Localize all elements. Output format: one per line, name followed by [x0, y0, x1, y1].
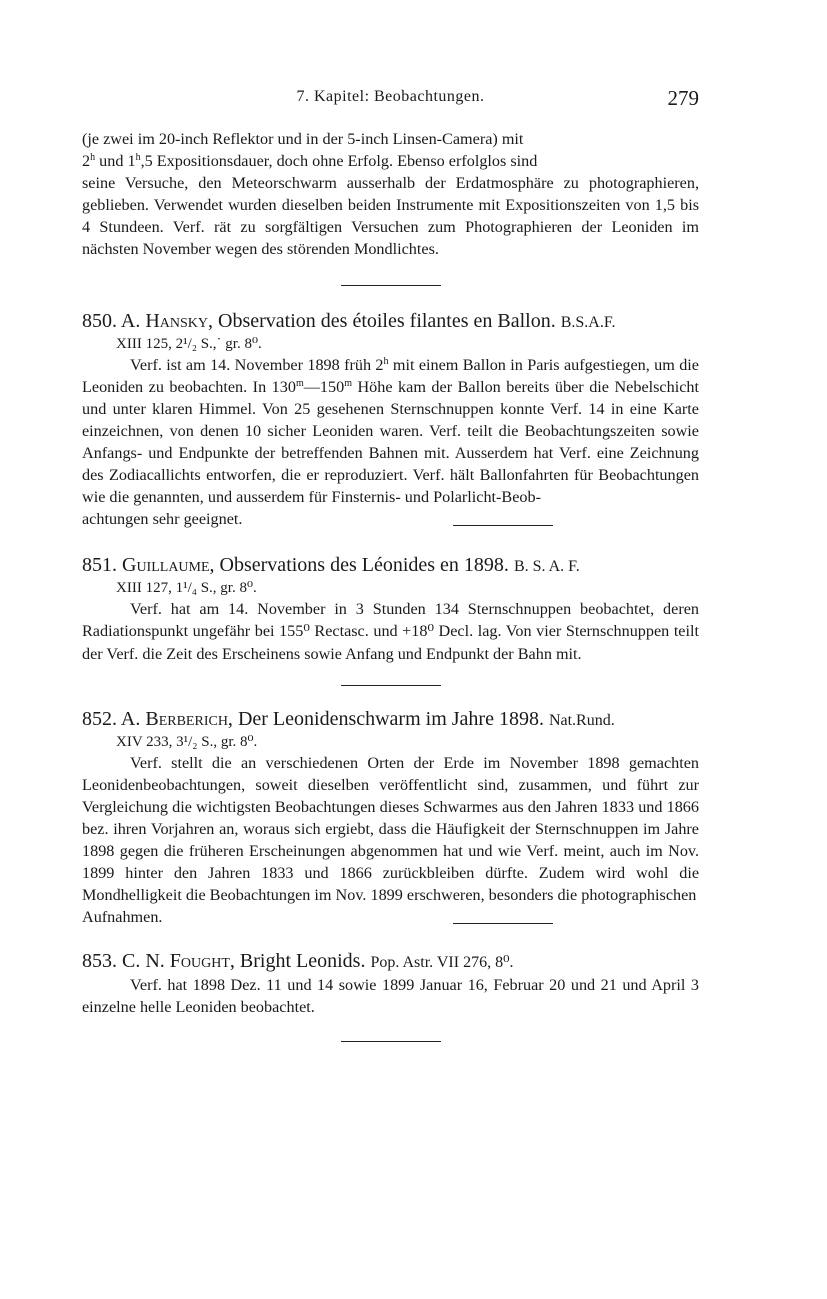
- superscript: m: [295, 377, 304, 389]
- separator-rule: [453, 525, 553, 526]
- entry-852: [82, 708, 699, 933]
- author-prefix: A.: [120, 309, 146, 332]
- continued-paragraph: [82, 128, 699, 261]
- source-abbrev: B.S.A.F.: [560, 313, 616, 331]
- entry-number: 851.: [82, 554, 117, 577]
- intro-text: ,5 Expositionsdauer, doch ohne Erfolg. Ebenso erfolglos sind: [140, 152, 538, 171]
- entry-text: Verf. hat am 14. November in 3 Stunden 134 Sternschnuppen beobachtet, deren Radiationspunkt ungefähr bei 155⁰ Rectasc. und +18⁰ Decl. lag. Von vier Sternschnuppen teilt der Verf. die Zeit des Erscheinens sowie Anfang und Endpunkt der Bahn mit.: [82, 600, 699, 663]
- author-prefix: C. N.: [122, 950, 170, 973]
- entry-number: 852.: [82, 707, 117, 730]
- entry-title: Observations des Léonides en 1898.: [214, 554, 509, 577]
- source-abbrev: B. S. A. F.: [513, 558, 580, 576]
- intro-text: 2: [82, 152, 91, 171]
- text-part: mit einem Ballon in Paris aufgestiegen, um die Leoniden zu beobachten. In 130: [82, 355, 699, 396]
- bibliographic-reference: XIV 233, 3¹/₂ S., gr. 8⁰.: [116, 733, 258, 750]
- superscript: h: [383, 355, 389, 367]
- source-abbrev: Nat.Rund.: [548, 711, 615, 729]
- page-number: 279: [667, 86, 699, 110]
- entry-last-line: achtungen sehr geeignet.: [82, 510, 243, 529]
- superscript: h: [90, 152, 96, 164]
- author-prefix: A.: [120, 707, 146, 730]
- text-part: Höhe kam der Ballon bereits über die Nebelschicht und unter klaren Himmel. Von 25 gesehenen Sternschnuppen konnte Verf. 14 in eine Karte einzeichnen, von denen 10 sicher Leoniden waren. Verf. teilt die Beobachtungszeiten sowie Anfangs- und Endpunkte der betreffenden Bahnen mit. Ausserdem hat Verf. eine Zeichnung des Zodiacallichts entworfen, die er reproduziert. Verf. hält Ballonfahrten für Beobachtungen wie die genannten, und ausserdem für Finsternis- und Polarlicht-Beob-: [82, 377, 699, 507]
- entry-850: [82, 310, 699, 535]
- author-name: Fought,: [169, 950, 235, 973]
- bibliographic-reference: XIII 125, 2¹/₂ S.,˙ gr. 8⁰.: [116, 335, 262, 352]
- entry-title: Observation des étoiles filantes en Ballon.: [213, 309, 556, 332]
- author-name: Guillaume,: [122, 554, 215, 577]
- intro-line-2: [82, 150, 699, 172]
- entry-title: Bright Leonids.: [234, 950, 366, 973]
- rule-row: [82, 914, 699, 932]
- text-part: Verf. ist am 14. November 1898 früh 2: [130, 355, 384, 374]
- separator-rule: [453, 923, 553, 924]
- superscript: h: [135, 152, 141, 164]
- source-abbrev: Pop. Astr. VII 276, 8⁰.: [370, 954, 514, 972]
- bibliographic-reference: XIII 127, 1¹/₄ S., gr. 8⁰.: [116, 580, 257, 597]
- superscript: m: [344, 377, 352, 389]
- intro-text: und 1: [95, 152, 136, 171]
- entry-text: Verf. hat 1898 Dez. 11 und 14 sowie 1899 Januar 16, Februar 20 und 21 und April 3 einzelne helle Leoniden beobachtet.: [82, 976, 699, 1017]
- entry-853: [82, 950, 699, 1018]
- entry-heading: [82, 708, 699, 732]
- author-name: Berberich,: [145, 707, 233, 730]
- entry-text: Verf. stellt die an verschiedenen Orten der Erde im November 1898 gemachten Leonidenbeobachtungen, soweit dieselben veröffentlicht sind, zusammen, und führt zur Vergleichung die wichtigsten Beobachtungen dieses Schwarmes aus den Jahren 1833 und 1866 bez. ihren Vorjahren an, woraus sich ergiebt, dass die Häufigkeit der Sternschnuppen im Jahre 1898 gegen die früheren Erscheinungen abgenommen hat und wie Verf. meint, auch im Nov. 1899 hinter den Jahren 1833 und 1866 zurückbleiben dürfte. Zudem wird wohl die Mondhelligkeit die Beobachtungen im Nov. 1899 erschweren, besonders die photographischen: [82, 753, 699, 905]
- intro-line-1: (je zwei im 20-inch Reflektor und in der 5-inch Linsen-Camera) mit: [82, 130, 524, 148]
- entry-text: [82, 354, 699, 509]
- entry-number: 850.: [82, 309, 117, 332]
- intro-rest: seine Versuche, den Meteorschwarm ausserhalb der Erdatmosphäre zu photographieren, geblieben. Verwendet wurden dieselben beiden Instrumente mit Expositionszeiten von 1,5 bis 4 Stundeen. Verf. rät zu sorgfältigen Versuchen zum Photographieren der Leoniden im nächsten November wegen des störenden Mondlichtes.: [82, 174, 699, 259]
- entry-title: Der Leonidenschwarm im Jahre 1898.: [232, 707, 544, 730]
- entry-heading: [82, 950, 699, 974]
- entry-851: [82, 554, 699, 664]
- text-part: —150: [303, 377, 345, 396]
- entry-heading: [82, 310, 699, 334]
- page-header: [82, 86, 699, 112]
- entry-number: 853.: [82, 950, 117, 973]
- author-name: Hansky,: [145, 309, 214, 332]
- entry-last-line: Aufnahmen.: [82, 908, 163, 927]
- entry-heading: [82, 554, 699, 578]
- separator-rule: [341, 1041, 441, 1042]
- page-body: [82, 128, 699, 1042]
- running-title: 7. Kapitel: Beobachtungen.: [296, 88, 485, 105]
